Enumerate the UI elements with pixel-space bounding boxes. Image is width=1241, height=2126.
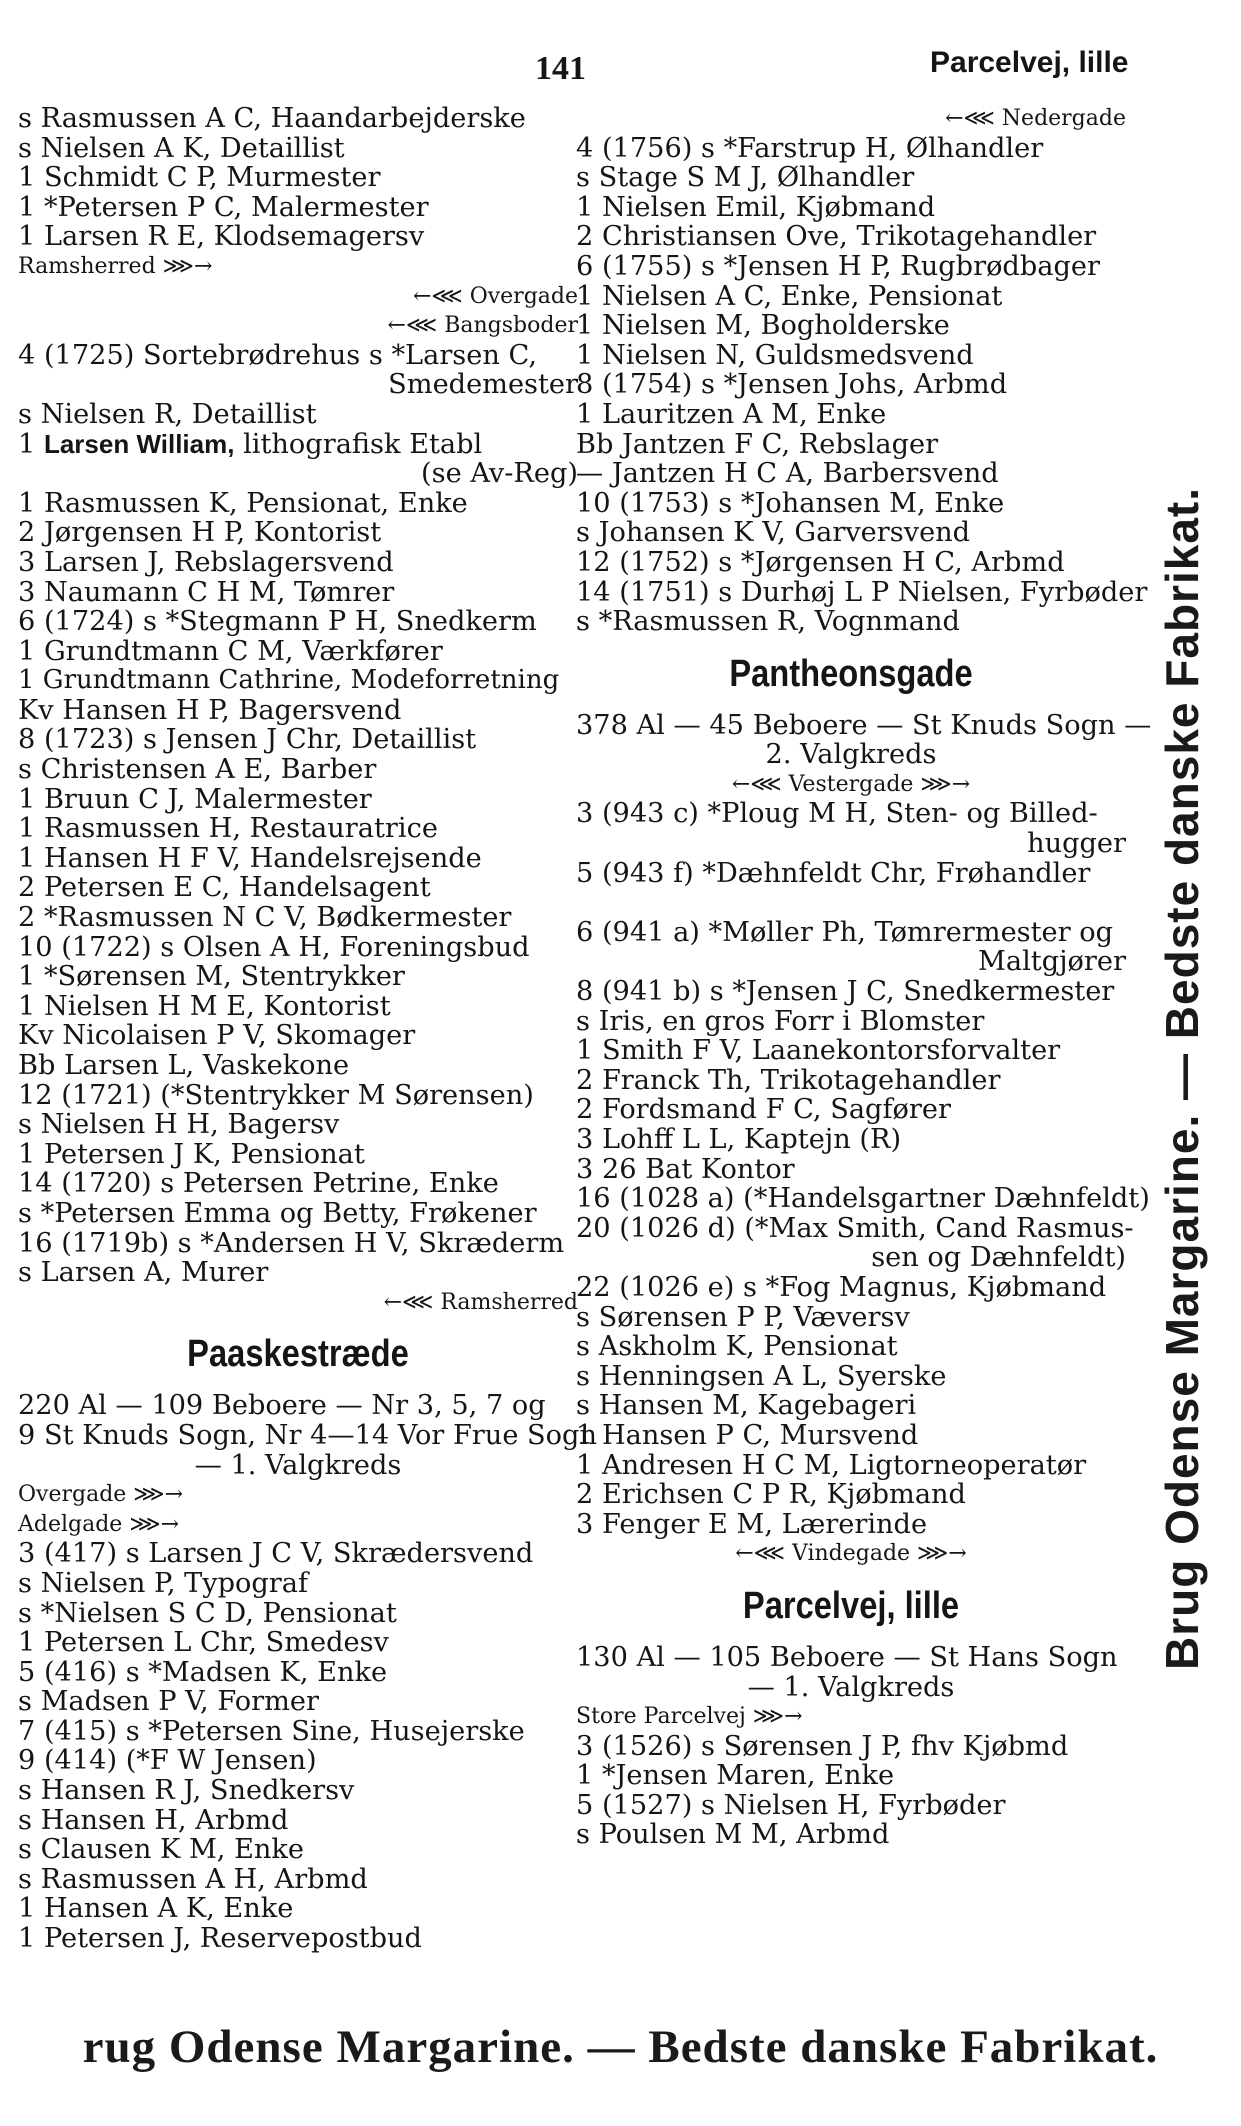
directory-line: 1 Nielsen H M E, Kontorist: [18, 990, 391, 1022]
directory-line: 1 Petersen J, Reservepostbud: [18, 1923, 422, 1955]
directory-line: 1 Nielsen A C, Enke, Pensionat: [576, 280, 1003, 312]
right-column: [576, 104, 1152, 1851]
directory-line: 130 Al — 105 Beboere — St Hans Sogn: [576, 1641, 1118, 1673]
directory-line: Ramsherred ⋙→: [18, 253, 213, 279]
directory-line: ←⋘ Nedergade: [945, 106, 1126, 131]
directory-line: Store Parcelvej ⋙→: [576, 1704, 803, 1730]
directory-line: 6 (941 a) *Møller Ph, Tømrermester og: [576, 916, 1114, 948]
directory-line: 22 (1026 e) s *Fog Magnus, Kjøbmand: [576, 1271, 1107, 1303]
directory-line: s Christensen A E, Barber: [18, 754, 377, 786]
directory-line: 4 (1725) Sortebrødrehus s *Larsen C,: [18, 339, 537, 371]
directory-line: 1 Lauritzen A M, Enke: [576, 398, 887, 430]
directory-line: 1 Hansen H F V, Handelsrejsende: [18, 842, 482, 874]
directory-line: 5 (416) s *Madsen K, Enke: [18, 1656, 388, 1688]
directory-line: 378 Al — 45 Beboere — St Knuds Sogn —: [576, 709, 1152, 741]
directory-line: s Askholm K, Pensionat: [576, 1331, 898, 1363]
directory-line: 1 Nielsen Emil, Kjøbmand: [576, 191, 936, 223]
left-column: [18, 103, 597, 1955]
directory-line: 16 (1719b) s *Andersen H V, Skræderm: [18, 1227, 565, 1259]
directory-line: s Hansen H, Arbmd: [18, 1804, 289, 1836]
directory-line: 1 Bruun C J, Malermester: [18, 783, 372, 815]
directory-line: 14 (1751) s Durhøj L P Nielsen, Fyrbøder: [576, 576, 1148, 608]
directory-line: 1 Larsen R E, Klodsemagersv: [18, 221, 425, 253]
directory-line: — Jantzen H C A, Barbersvend: [576, 458, 999, 490]
directory-line: s Johansen K V, Garversvend: [576, 517, 971, 549]
directory-line: — 1. Valgkreds: [747, 1671, 955, 1703]
directory-line: Bb Larsen L, Vaskekone: [18, 1050, 350, 1081]
directory-line: 2 Franck Th, Trikotagehandler: [576, 1064, 1001, 1096]
bottom-advertisement: rug Odense Margarine. — Bedste danske Fabrikat.: [82, 2021, 1159, 2073]
directory-line: hugger: [1027, 828, 1126, 860]
directory-line: 8 (1723) s Jensen J Chr, Detaillist: [18, 724, 477, 756]
directory-line: 8 (941 b) s *Jensen J C, Snedkermester: [576, 976, 1115, 1008]
directory-line: 10 (1753) s *Johansen M, Enke: [576, 487, 1005, 519]
directory-line: 6 (1755) s *Jensen H P, Rugbrødbager: [576, 250, 1100, 282]
directory-line: 1 *Sørensen M, Stentrykker: [18, 961, 405, 993]
directory-line: 1 Grundtmann C M, Værkfører: [18, 635, 443, 667]
directory-line: 220 Al — 109 Beboere — Nr 3, 5, 7 og: [18, 1390, 546, 1422]
directory-line: s Nielsen A K, Detaillist: [18, 132, 345, 164]
directory-line: 16 (1028 a) (*Handelsgartner Dæhnfeldt): [576, 1183, 1150, 1215]
directory-line: 1 Petersen J K, Pensionat: [18, 1138, 365, 1170]
directory-line: 6 (1724) s *Stegmann P H, Snedkerm: [18, 606, 537, 638]
street-heading: Pantheonsgade: [729, 652, 973, 695]
directory-line: s Madsen P V, Former: [18, 1686, 319, 1718]
directory-line: Kv Hansen H P, Bagersvend: [18, 694, 402, 726]
directory-line: 3 (943 c) *Ploug M H, Sten- og Billed-: [576, 798, 1098, 830]
directory-line: s Nielsen R, Detaillist: [18, 398, 317, 430]
directory-line: s *Nielsen S C D, Pensionat: [18, 1597, 397, 1629]
directory-line: 9 St Knuds Sogn, Nr 4—14 Vor Frue Sogn: [18, 1419, 597, 1451]
directory-line: 10 (1722) s Olsen A H, Foreningsbud: [18, 931, 530, 963]
directory-line: 3 Naumann C H M, Tømrer: [18, 576, 395, 608]
directory-line: (se Av-Reg): [421, 458, 578, 490]
directory-line: 1 *Jensen Maren, Enke: [576, 1760, 895, 1792]
directory-line: 1 Rasmussen K, Pensionat, Enke: [18, 487, 468, 519]
directory-line: 1 Hansen A K, Enke: [18, 1893, 294, 1925]
directory-line: 2 Christiansen Ove, Trikotagehandler: [576, 221, 1097, 253]
directory-line: 2 Jørgensen H P, Kontorist: [18, 517, 382, 549]
directory-line: 12 (1721) (*Stentrykker M Sørensen): [18, 1079, 534, 1111]
directory-line: 1 Rasmussen H, Restauratrice: [18, 813, 438, 845]
directory-line: 2 Fordsmand F C, Sagfører: [576, 1094, 951, 1126]
directory-line: s Nielsen P, Typograf: [18, 1567, 309, 1599]
directory-line: s Poulsen M M, Arbmd: [576, 1819, 890, 1851]
directory-line: 1 Petersen L Chr, Smedesv: [18, 1627, 389, 1659]
directory-line: s Rasmussen A C, Haandarbejderske: [18, 103, 526, 134]
directory-line: Kv Nicolaisen P V, Skomager: [18, 1020, 416, 1052]
directory-line: 2 Erichsen C P R, Kjøbmand: [576, 1479, 966, 1511]
directory-line: 1 Nielsen M, Bogholderske: [576, 310, 950, 342]
directory-line: 1 *Petersen P C, Malermester: [18, 191, 429, 223]
directory-line: 3 (417) s Larsen J C V, Skrædersvend: [18, 1538, 534, 1570]
directory-line: s Henningsen A L, Syerske: [576, 1360, 947, 1392]
directory-line: s Larsen A, Murer: [18, 1257, 269, 1289]
directory-line: 3 (1526) s Sørensen J P, fhv Kjøbmd: [576, 1730, 1069, 1762]
directory-line: 1 Smith F V, Laanekontorsforvalter: [576, 1035, 1061, 1067]
directory-line: 1 Nielsen N, Guldsmedsvend: [576, 339, 974, 371]
directory-line: ←⋘ Ramsherred: [383, 1289, 578, 1315]
directory-line: s Iris, en gros Forr i Blomster: [576, 1005, 985, 1037]
directory-line: 1 Andresen H C M, Ligtorneoperatør: [576, 1449, 1087, 1481]
bold-name: Larsen William,: [43, 428, 235, 459]
directory-line: Maltgjører: [978, 946, 1126, 978]
street-heading: Parcelvej, lille: [742, 1584, 960, 1627]
directory-line: — 1. Valgkreds: [194, 1449, 402, 1481]
directory-line: s Sørensen P P, Væversv: [576, 1301, 910, 1333]
directory-line: s Clausen K M, Enke: [18, 1834, 304, 1866]
directory-line: [576, 888, 1126, 918]
directory-line: ←⋘ Bangsboder: [387, 313, 578, 339]
directory-line: ←⋘ Vindegade ⋙→: [735, 1541, 967, 1567]
directory-line: sen og Dæhnfeldt): [871, 1242, 1126, 1274]
running-head: Parcelvej, lille: [930, 46, 1129, 79]
directory-line: 1 Schmidt C P, Murmester: [18, 162, 381, 194]
directory-line: 14 (1720) s Petersen Petrine, Enke: [18, 1168, 499, 1200]
directory-line: 4 (1756) s *Farstrup H, Ølhandler: [576, 132, 1044, 164]
directory-line: ←⋘ Vestergade ⋙→: [731, 771, 971, 797]
directory-line: ←⋘ Overgade: [412, 283, 578, 309]
directory-line: s Hansen R J, Snedkersv: [18, 1775, 355, 1807]
directory-line: s Nielsen H H, Bagersv: [18, 1109, 340, 1141]
directory-line: 2 Petersen E C, Handelsagent: [18, 872, 431, 904]
directory-line: s Stage S M J, Ølhandler: [576, 162, 915, 194]
directory-line: 3 Lohff L L, Kaptejn (R): [576, 1124, 902, 1155]
directory-line: 2 *Rasmussen N C V, Bødkermester: [18, 902, 512, 934]
directory-line: s Hansen M, Kagebageri: [576, 1390, 917, 1422]
directory-line: s *Petersen Emma og Betty, Frøkener: [18, 1197, 537, 1229]
directory-line: 1 Grundtmann Cathrine, Modeforretning: [18, 665, 560, 696]
directory-line: Bb Jantzen F C, Rebslager: [576, 428, 939, 460]
side-advertisement: Brug Odense Margarine. — Bedste danske Fabrikat.: [1156, 487, 1208, 1670]
page-number: 141: [535, 50, 586, 87]
directory-line: Overgade ⋙→: [18, 1482, 184, 1508]
directory-line: 9 (414) (*F W Jensen): [18, 1745, 317, 1777]
directory-line: 2. Valgkreds: [765, 739, 937, 771]
directory-line: 3 Larsen J, Rebslagersvend: [18, 546, 394, 578]
directory-line: 8 (1754) s *Jensen Johs, Arbmd: [576, 369, 1008, 401]
directory-line: 7 (415) s *Petersen Sine, Husejerske: [18, 1715, 525, 1747]
directory-line: Smedemester: [388, 369, 578, 401]
directory-line: 3 Fenger E M, Lærerinde: [576, 1508, 928, 1540]
directory-line: 12 (1752) s *Jørgensen H C, Arbmd: [576, 546, 1065, 578]
directory-line: 5 (943 f) *Dæhnfeldt Chr, Frøhandler: [576, 857, 1091, 889]
directory-line: 20 (1026 d) (*Max Smith, Cand Rasmus-: [576, 1212, 1134, 1244]
directory-line: s *Rasmussen R, Vognmand: [576, 606, 960, 638]
directory-line: Adelgade ⋙→: [18, 1511, 180, 1537]
directory-line: s Rasmussen A H, Arbmd: [18, 1863, 368, 1895]
directory-line: 1 Hansen P C, Mursvend: [576, 1419, 919, 1451]
street-heading: Paaskestræde: [187, 1333, 409, 1376]
directory-line: 5 (1527) s Nielsen H, Fyrbøder: [576, 1789, 1006, 1821]
directory-line: 3 26 Bat Kontor: [576, 1153, 795, 1185]
directory-line: 1 Larsen William, lithografisk Etabl: [18, 428, 483, 460]
